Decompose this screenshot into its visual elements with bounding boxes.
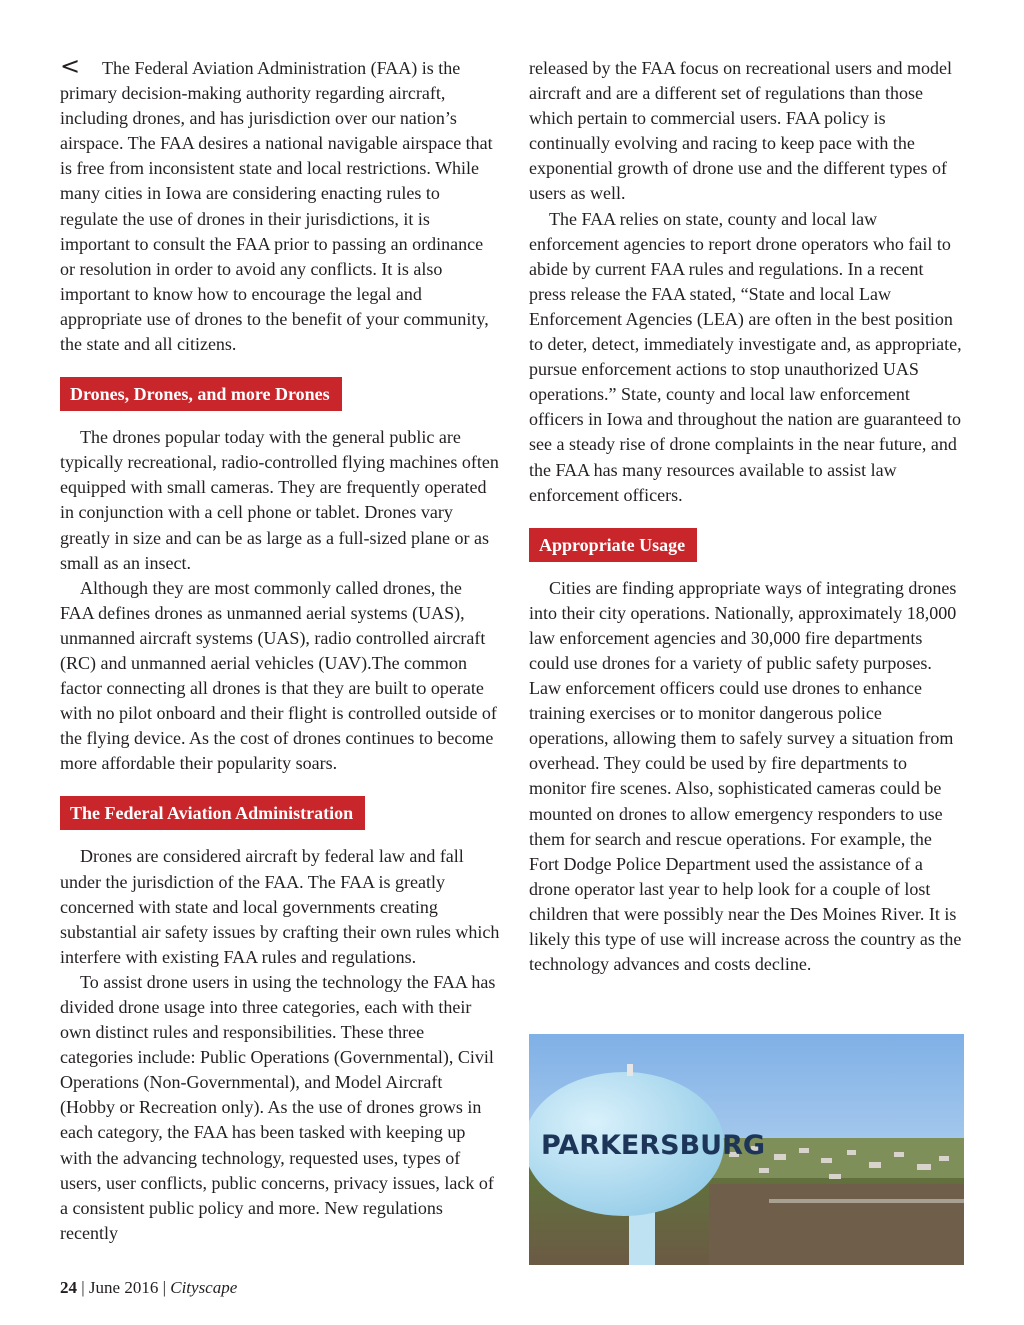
- photo-tower-text: PARKERSBURG: [541, 1130, 766, 1161]
- magazine-name: Cityscape: [170, 1278, 238, 1297]
- section-heading-appropriate-usage: Appropriate Usage: [529, 528, 697, 562]
- paragraph: The FAA relies on state, county and local law enforcement agencies to report drone operators who fail to abide by current FAA rules and regulations. In a recent press release the FAA stated, “State and local Law Enforcement Agencies (LEA) are often in the best position to deter, detect, immediately investigate and, as appropriate, pursue enforcement actions to stop unauthorized UAS operations.” State, county and local law enforcement officers in Iowa and throughout the nation are guaranteed to see a steady rise of drone complaints in the near future, and the FAA has many resources available to assist law enforcement officers.: [529, 208, 962, 505]
- paragraph: Drones are considered aircraft by federal law and fall under the jurisdiction of the FAA. The FAA is greatly concerned with state and local governments creating substantial air safety issues by crafting their own rules which interfere with existing FAA rules and regulations.: [60, 846, 500, 967]
- paragraph: To assist drone users in using the technology the FAA has divided drone usage into three categories, each with their own distinct rules and responsibilities. These three categories include: Public Operations (Governmental), Civil Operations (Non-Governmental), and Model Aircraft (Hobby or Recreation only). As the use of drones grows in each category, the FAA has been tasked with keeping up with the advancing technology, requested uses, types of users, user conflicts, public concerns, privacy issues, lack of a consistent public policy and more. New regulations recently: [60, 971, 496, 1243]
- paragraph: Cities are finding appropriate ways of integrating drones into their city operations. Nationally, approximately 18,000 law enforcement agencies and 30,000 fire departments could use drones for a variety of public safety purposes. Law enforcement officers could use drones to enhance training exercises or to monitor dangerous police operations, allowing them to safely survey a situation from overhead. They could be used by fire departments to monitor fire scenes. Also, sophisticated cameras could be mounted on drones to allow emergency responders to use them for search and rescue operations. For example, the Fort Dodge Police Department used the assistance of a drone operator last year to help look for a couple of lost children that were possibly near the Des Moines River. It is likely this type of use will increase across the country as the technology advances and costs decline.: [529, 577, 962, 975]
- section-heading-faa: The Federal Aviation Administration: [60, 796, 365, 830]
- intro-paragraph: < The Federal Aviation Administration (FAA) is the primary decision-making authority regarding aircraft, including drones, and has jurisdiction over our nation’s airspace. The FAA desires a national navigable airspace that is free from inconsistent state and local restrictions. While many cities in Iowa are considering enacting rules to regulate the use of drones in their jurisdictions, it is important to consult the FAA prior to passing an ordinance or resolution in order to avoid any conflicts. It is also important to know how to encourage the legal and appropriate use of drones to the benefit of your community, the state and all citizens.: [60, 52, 493, 355]
- footer-separator: |: [162, 1278, 166, 1297]
- left-column: [60, 52, 500, 1246]
- section-heading-drones: Drones, Drones, and more Drones: [60, 377, 342, 411]
- page-number: 24: [60, 1278, 77, 1297]
- page-footer: [60, 1278, 237, 1298]
- issue-date: June 2016: [88, 1278, 159, 1297]
- previous-chevron-icon[interactable]: <: [60, 52, 81, 80]
- right-column: [529, 56, 965, 977]
- paragraph: The drones popular today with the general public are typically recreational, radio-controlled flying machines often equipped with small cameras. They are frequently operated in conjunction with a cell phone or tablet. Drones vary greatly in size and can be as large as a full-sized plane or as small as an insect.: [60, 427, 499, 573]
- footer-separator: |: [81, 1278, 85, 1297]
- water-tower-photo: [529, 1034, 964, 1265]
- paragraph: Although they are most commonly called drones, the FAA defines drones as unmanned aerial systems (UAS), unmanned aircraft systems (UAS), radio controlled aircraft (RC) and unmanned aerial vehicles (UAV).The common factor connecting all drones is that they are built to operate with no pilot onboard and their flight is controlled outside of the flying device. As the cost of drones continues to become more affordable their popularity soars.: [60, 577, 497, 774]
- paragraph: released by the FAA focus on recreational users and model aircraft and are a different set of regulations than those which pertain to commercial users. FAA policy is continually evolving and racing to keep pace with the exponential growth of drone use and the different types of users as well.: [529, 58, 953, 204]
